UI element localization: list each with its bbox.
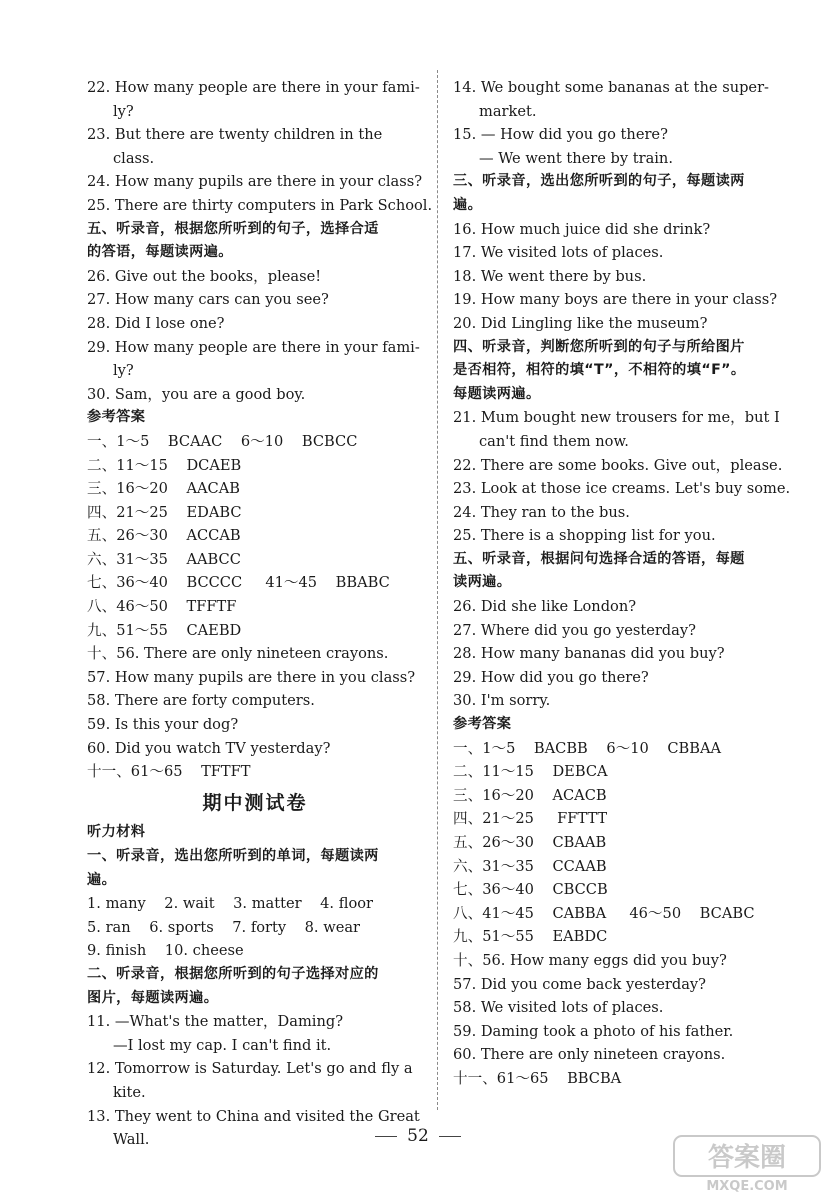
continuation-line: ly? [113, 102, 134, 120]
watermark-text: 答案圈 [707, 1143, 787, 1173]
answer-line: 七、36～40 CBCCB [453, 881, 608, 899]
text-line: 5. ran 6. sports 7. forty 8. wear [87, 918, 361, 936]
section-heading: 五、听录音，根据问句选择合适的答语，每题 [453, 550, 745, 567]
dash-right [439, 1136, 461, 1137]
answer-line: 九、51～55 CAEBD [87, 621, 242, 639]
text-line: 60. There are only nineteen crayons. [453, 1046, 726, 1064]
text-line: 22. How many people are there in your fami- [87, 79, 420, 96]
left-column [87, 76, 433, 1152]
answer-line: 七、36～40 BCCCC 41～45 BBABC [87, 574, 390, 592]
answer-line: 四、21～25 FFTTT [453, 810, 608, 828]
section-heading: 三、听录音，选出您所听到的句子，每题读两 [453, 173, 745, 190]
text-line: 16. How much juice did she drink? [453, 220, 711, 238]
text-line: 25. There are thirty computers in Park School. [87, 196, 433, 214]
text-line: 24. How many pupils are there in your class? [87, 173, 423, 191]
watermark-sub: MXQE.COM [706, 1179, 788, 1194]
answer-line: 十、56. How many eggs did you buy? [453, 951, 727, 969]
text-line: 11. —What's the matter，Daming? [87, 1013, 344, 1031]
text-line: 18. We went there by bus. [453, 267, 647, 285]
continuation-line: — We went there by train. [479, 149, 673, 167]
answer-line: 三、16～20 AACAB [87, 480, 240, 498]
text-line: 20. Did Lingling like the museum? [453, 314, 708, 332]
continuation-line: ly? [113, 362, 134, 380]
answer-line: 十一、61～65 BBCBA [453, 1069, 622, 1087]
answer-line: 十、56. There are only nineteen crayons. [87, 645, 389, 663]
section-heading: 是否相符，相符的填“T”，不相符的填“F”。 [453, 362, 746, 379]
answer-line: 六、31～35 CCAAB [453, 857, 607, 875]
text-line: 26. Did she like London? [453, 598, 637, 616]
watermark-logo [672, 1132, 822, 1194]
continuation-line: kite. [113, 1083, 146, 1101]
answer-line: 二、11～15 DCAEB [87, 456, 242, 474]
answer-line: 二、11～15 DEBCA [453, 763, 608, 781]
text-line: 9. finish 10. cheese [87, 942, 244, 960]
dash-left [375, 1136, 397, 1137]
answer-line: 三、16～20 ACACB [453, 786, 607, 804]
section-heading: 二、听录音，根据您所听到的句子选择对应的 [87, 965, 379, 982]
right-column [453, 76, 793, 1091]
text-line: 59. Daming took a photo of his father. [453, 1022, 734, 1040]
text-line: 57. How many pupils are there in you class? [87, 668, 416, 686]
text-line: 30. I'm sorry. [453, 692, 551, 710]
answer-line: 六、31～35 AABCC [87, 550, 241, 568]
section-title: 期中测试卷 [202, 791, 308, 814]
text-line: 29. How did you go there? [453, 668, 649, 686]
text-line: 23. Look at those ice creams. Let's buy some. [453, 480, 791, 498]
text-line: 58. We visited lots of places. [453, 999, 664, 1017]
text-line: 27. How many cars can you see? [87, 291, 329, 309]
watermark-logo-icon [672, 1132, 822, 1194]
continuation-line: class. [113, 149, 155, 167]
text-line: 25. There is a shopping list for you. [453, 527, 716, 545]
text-line: 57. Did you come back yesterday? [453, 975, 706, 993]
text-line: 13. They went to China and visited the Great [87, 1107, 420, 1125]
answer-line: 八、41～45 CABBA 46～50 BCABC [453, 904, 755, 922]
answer-line: 五、26～30 CBAAB [453, 834, 607, 851]
text-line: 12. Tomorrow is Saturday. Let's go and fly a [87, 1060, 413, 1078]
text-line: 21. Mum bought new trousers for me，but I [453, 409, 780, 427]
text-line: 26. Give out the books，please! [87, 267, 322, 285]
answer-line: 四、21～25 EDABC [87, 503, 242, 521]
section-heading: 参考答案 [453, 716, 512, 733]
text-line: 58. There are forty computers. [87, 692, 315, 710]
continuation-line: can't find them now. [479, 432, 629, 450]
text-line: 28. How many bananas did you buy? [453, 645, 725, 663]
text-line: 30. Sam，you are a good boy. [87, 385, 306, 403]
text-line: 29. How many people are there in your fami- [87, 338, 420, 356]
answer-line: 一、1～5 BCAAC 6～10 BCBCC [87, 432, 358, 450]
page-number-text: 52 [407, 1126, 429, 1146]
text-line: 1. many 2. wait 3. matter 4. floor [87, 895, 373, 913]
text-line: 28. Did I lose one? [87, 314, 225, 332]
text-line: 15. — How did you go there? [453, 126, 668, 144]
section-heading: 一、听录音，选出您所听到的单词，每题读两 [87, 848, 379, 864]
text-line: 19. How many boys are there in your class? [453, 291, 778, 309]
section-heading: 四、听录音，判断您所听到的句子与所给图片 [453, 338, 745, 355]
continuation-line: —I lost my cap. I can't find it. [113, 1036, 332, 1054]
text-line: 23. But there are twenty children in the [87, 126, 383, 144]
text-line: 22. There are some books. Give out，please. [453, 456, 783, 474]
section-heading: 图片，每题读两遍。 [87, 989, 219, 1006]
section-heading: 每题读两遍。 [453, 385, 541, 402]
answer-line: 十一、61～65 TFTFT [87, 763, 251, 781]
text-line: 14. We bought some bananas at the super- [453, 79, 769, 96]
text-line: 60. Did you watch TV yesterday? [87, 739, 331, 757]
section-heading: 读两遍。 [453, 574, 512, 591]
continuation-line: Wall. [113, 1131, 150, 1149]
continuation-line: market. [479, 102, 537, 120]
answer-line: 九、51～55 EABDC [453, 928, 608, 946]
answer-line: 五、26～30 ACCAB [87, 527, 241, 545]
section-heading: 的答语，每题读两遍。 [87, 244, 233, 261]
section-heading: 听力材料 [87, 824, 146, 841]
answer-line: 八、46～50 TFFTF [87, 598, 237, 616]
section-heading: 遍。 [87, 871, 117, 888]
text-line: 24. They ran to the bus. [453, 503, 630, 521]
text-line: 59. Is this your dog? [87, 716, 239, 734]
section-heading: 遍。 [453, 196, 483, 213]
answer-line: 一、1～5 BACBB 6～10 CBBAA [453, 739, 722, 757]
column-divider [437, 70, 438, 1110]
text-line: 27. Where did you go yesterday? [453, 621, 696, 639]
text-line: 17. We visited lots of places. [453, 244, 664, 262]
section-heading: 参考答案 [87, 409, 146, 426]
section-heading: 五、听录音，根据您所听到的句子，选择合适 [87, 220, 379, 237]
